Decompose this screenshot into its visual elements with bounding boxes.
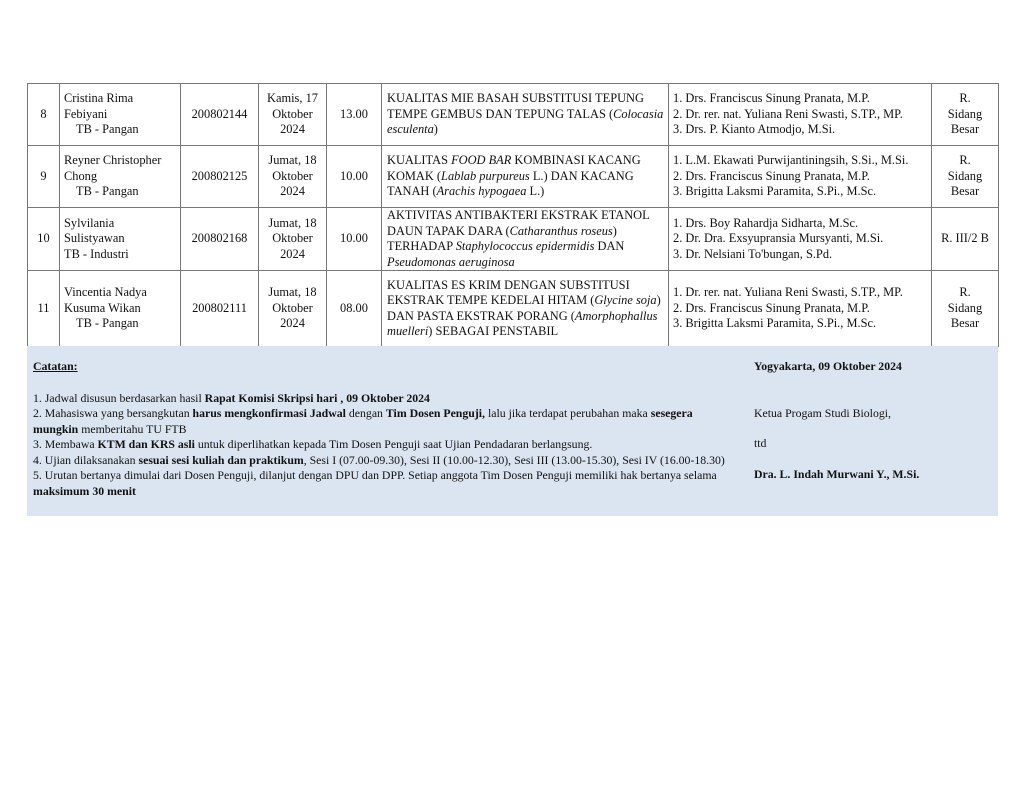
signer-role: Ketua Progam Studi Biologi, [754,405,891,420]
note-segment: sesuai sesi kuliah dan praktikum [138,452,304,467]
thesis-title-segment: Amorphophallus muelleri [387,308,658,338]
thesis-title [382,84,669,146]
exam-room-line: Besar [950,122,980,137]
thesis-title-segment: L.) DAN KACANG TANAH ( [387,168,634,199]
thesis-title-segment: KOMBINASI KACANG KOMAK ( [387,153,641,183]
exam-room [932,84,999,146]
exam-room-line: Sidang [947,168,983,183]
examiner: 3. Dr. Nelsiani To'bungan, S.Pd. [673,246,833,261]
notes-heading-colon: : [73,359,78,373]
exam-room [932,208,999,271]
thesis-title-segment: Arachis hypogaea [436,184,527,199]
thesis-title-segment: Glycine soja [594,293,657,307]
note-item [33,453,733,469]
exam-room-line: R. III/2 B [941,231,989,246]
row-number: 8 [28,84,60,146]
exam-time: 13.00 [327,84,382,146]
note-item [33,437,733,453]
student-name: Cristina Rima Febiyani [64,91,134,121]
examiner: 2. Dr. Dra. Exsyupransia Mursyanti, M.Si. [673,231,884,246]
student-nim: 200802144 [181,84,259,146]
student-program: TB - Industri [64,246,129,261]
row-number: 9 [28,146,60,208]
student-program: TB - Pangan [76,316,139,331]
thesis-title-segment: ) [433,122,438,137]
thesis-title-segment: Lablab purpureus [441,168,530,183]
note-segment: , Sesi I (07.00-09.30), Sesi II (10.00-12.30), Sesi III (13.00-15.30), Sesi IV (16.00-18.30) [303,452,725,467]
note-segment: lalu jika terdapat perubahan maka [485,406,651,420]
signature-ttd: ttd [754,436,767,450]
thesis-title-segment: Colocasia esculenta [387,106,664,137]
student-cell [60,84,181,146]
thesis-title-segment: Pseudomonas aeruginosa [387,254,515,269]
student-nim: 200802125 [181,146,259,208]
thesis-title-segment: DAN [594,239,625,253]
note-item [33,391,733,407]
student-name: Vincentia Nadya Kusuma Wikan [64,285,147,315]
exam-date-line: Oktober [272,300,313,315]
exam-date-line: 2024 [280,122,305,137]
thesis-title-segment: ) DAN PASTA EKSTRAK PORANG ( [387,293,661,323]
note-segment: memberitahu TU FTB [78,421,187,436]
student-nim: 200802168 [181,208,259,271]
note-segment: 4. Ujian dilaksanakan [33,452,139,467]
note-item [33,468,733,499]
thesis-title-segment: ) TERHADAP [387,223,617,253]
student-program: TB - Pangan [76,122,139,137]
note-segment: KTM dan KRS asli [97,437,195,451]
examiners-cell [669,271,932,347]
examiners-cell [669,146,932,208]
examiner: 1. Drs. Franciscus Sinung Pranata, M.P. [673,91,870,106]
exam-date [259,146,327,208]
exam-date-line: Oktober [272,231,313,246]
examiner: 1. Drs. Boy Rahardja Sidharta, M.Sc. [673,215,859,230]
exam-room-line: Sidang [947,300,983,315]
notes-list [33,359,733,499]
examiner: 3. Brigitta Laksmi Paramita, S.Pi., M.Sc. [673,316,877,331]
notes-panel [27,346,998,516]
student-cell [60,146,181,208]
student-nim: 200802111 [181,271,259,347]
exam-time: 10.00 [327,208,382,271]
exam-date-line: 2024 [280,246,305,261]
exam-time: 10.00 [327,146,382,208]
exam-schedule-table [27,83,999,347]
signature-block [754,359,994,482]
examiner: 2. Drs. Franciscus Sinung Pranata, M.P. [673,168,870,183]
exam-date-line: 2024 [280,184,305,199]
examiner: 3. Drs. P. Kianto Atmodjo, M.Si. [673,122,836,137]
examiner: 1. Dr. rer. nat. Yuliana Reni Swasti, S.TP., MP. [673,285,903,300]
exam-date-line: Jumat, 18 [268,285,317,300]
thesis-title-segment: AKTIVITAS ANTIBAKTERI EKSTRAK ETANOL DAUN TAPAK DARA ( [387,208,650,238]
exam-date-line: Jumat, 18 [268,153,317,168]
note-segment: harus mengkonfirmasi Jadwal [192,406,346,420]
note-segment: 2. Mahasiswa yang bersangkutan [33,406,193,420]
exam-date [259,271,327,347]
thesis-title-segment: KUALITAS ES KRIM DENGAN SUBSTITUSI EKSTRAK TEMPE KEDELAI HITAM ( [387,277,630,307]
note-segment: dengan [345,406,386,420]
table-row [28,208,999,271]
thesis-title-segment: KUALITAS [387,153,452,168]
thesis-title-segment: Catharanthus roseus [509,223,613,238]
exam-room [932,271,999,347]
exam-room-line: R. [959,91,971,106]
thesis-title-segment: L.) [526,184,545,199]
table-row [28,146,999,208]
examiner: 2. Drs. Franciscus Sinung Pranata, M.P. [673,300,870,315]
exam-room-line: Besar [950,316,980,331]
note-segment: 1. Jadwal disusun berdasarkan hasil [33,390,205,405]
note-segment: Tim Dosen Penguji, [385,406,485,420]
thesis-title-segment: Staphylococcus epidermidis [455,239,595,253]
place-date: Yogyakarta, 09 Oktober 2024 [754,359,902,373]
exam-date-line: Oktober [272,168,313,183]
student-cell [60,208,181,271]
table-row [28,84,999,146]
thesis-title-segment: KUALITAS MIE BASAH SUBSTITUSI TEPUNG TEMPE GEMBUS DAN TEPUNG TALAS ( [387,91,644,121]
exam-room-line: R. [959,285,971,300]
exam-date-line: Kamis, 17 [267,91,318,106]
student-program: TB - Pangan [76,184,139,199]
thesis-title-segment: ) SEBAGAI PENSTABIL [428,324,559,338]
exam-date-line: Jumat, 18 [268,215,317,230]
note-segment: 3. Membawa [33,437,98,451]
exam-room [932,146,999,208]
note-segment: sesegera mungkin [33,406,693,436]
examiners-cell [669,208,932,271]
notes-heading-text: Catatan [33,359,74,373]
exam-date-line: Oktober [272,106,313,121]
student-name: Reyner Christopher Chong [64,153,162,183]
examiners-cell [669,84,932,146]
exam-date-line: 2024 [280,316,305,331]
note-segment: 5. Urutan bertanya dimulai dari Dosen Penguji, dilanjut dengan DPU dan DPP. Setiap anggota Tim Dosen Penguji memiliki hak bertanya selama [33,468,717,482]
notes-heading [33,359,733,375]
thesis-title-segment: FOOD BAR [451,153,512,168]
note-segment: maksimum 30 menit [33,483,136,498]
exam-room-line: Sidang [947,106,983,121]
row-number: 10 [28,208,60,271]
thesis-title [382,271,669,347]
note-segment: untuk diperlihatkan kepada Tim Dosen Penguji saat Ujian Pendadaran berlangsung. [194,437,593,451]
examiner: 1. L.M. Ekawati Purwijantiningsih, S.Si., M.Si. [673,153,909,168]
thesis-title [382,146,669,208]
exam-date [259,208,327,271]
signer-name: Dra. L. Indah Murwani Y., M.Si. [754,466,920,481]
exam-date [259,84,327,146]
student-name: Sylvilania Sulistyawan [64,215,125,246]
exam-room-line: Besar [950,184,980,199]
table-row [28,271,999,347]
note-segment: Rapat Komisi Skripsi hari , 09 Oktober 2024 [204,390,430,405]
exam-time: 08.00 [327,271,382,347]
thesis-title [382,208,669,271]
exam-room-line: R. [959,153,971,168]
row-number: 11 [28,271,60,347]
student-cell [60,271,181,347]
note-item [33,406,733,437]
examiner: 2. Dr. rer. nat. Yuliana Reni Swasti, S.TP., MP. [673,106,903,121]
examiner: 3. Brigitta Laksmi Paramita, S.Pi., M.Sc. [673,184,877,199]
